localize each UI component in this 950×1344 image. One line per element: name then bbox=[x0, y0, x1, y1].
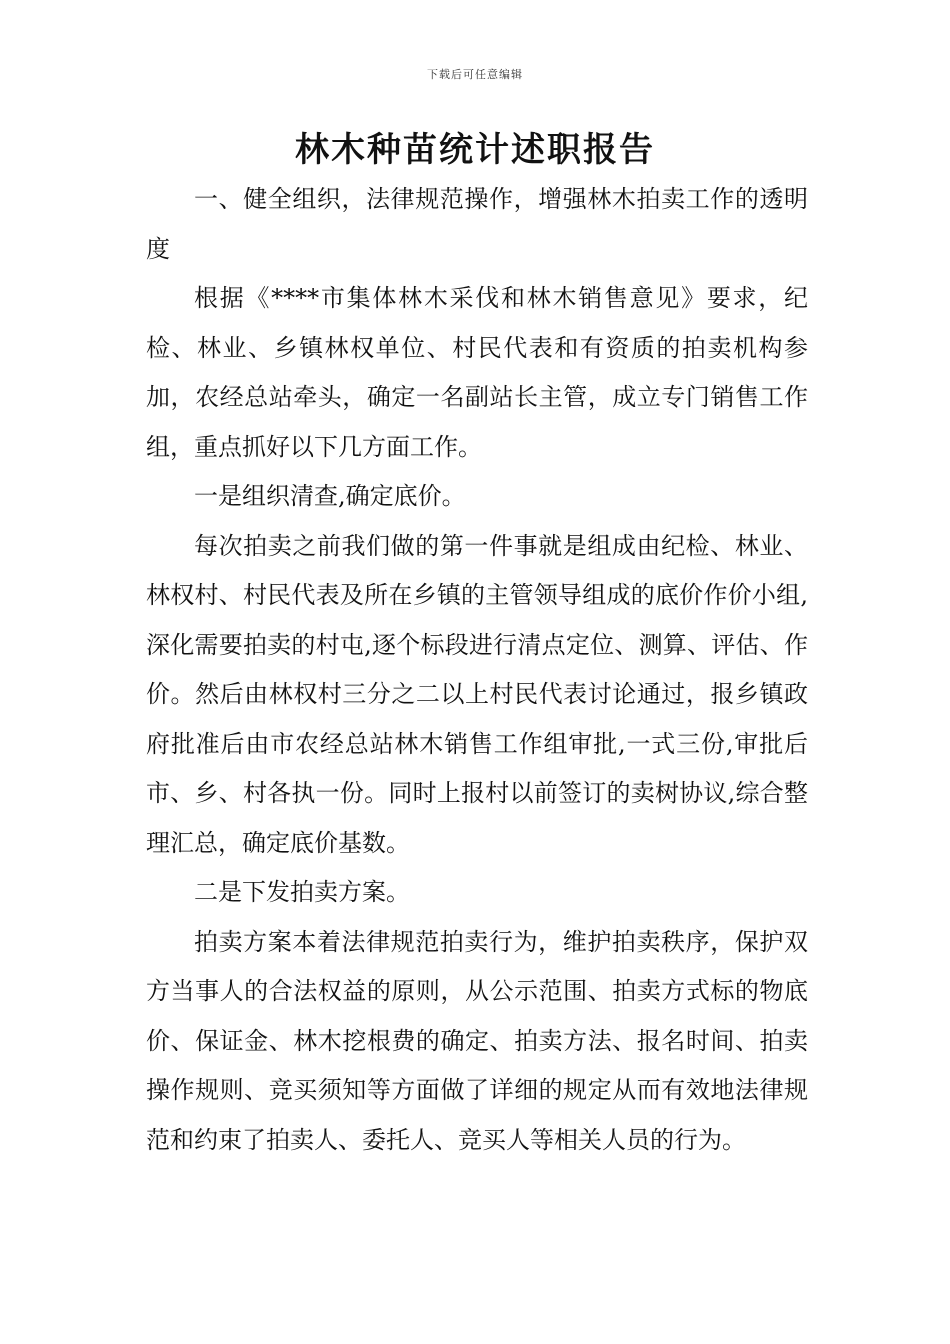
subsection-heading: 一是组织清查,确定底价。 bbox=[194, 482, 466, 510]
body-paragraph: 拍卖方案本着法律规范拍卖行为，维护拍卖秩序，保护双方当事人的合法权益的原则，从公示范围、拍卖方式标的物底价、保证金、林木挖根费的确定、拍卖方法、报名时间、拍卖操作规则、竞买须知等方面做了详细的规定从而有效地法律规范和约束了拍卖人、委托人、竞买人等相关人员的行为。 bbox=[146, 927, 808, 1154]
header-note: 下载后可任意编辑 bbox=[427, 68, 523, 81]
subsection-heading: 二是下发拍卖方案。 bbox=[194, 878, 410, 906]
section-heading: 一、健全组织，法律规范操作，增强林木拍卖工作的透明度 bbox=[146, 185, 808, 263]
document-body bbox=[146, 175, 808, 1165]
document-title: 林木种苗统计述职报告 bbox=[295, 130, 655, 170]
body-paragraph: 每次拍卖之前我们做的第一件事就是组成由纪检、林业、林权村、村民代表及所在乡镇的主管领导组成的底价作价小组,深化需要拍卖的村屯,逐个标段进行清点定位、测算、评估、作价。然后由林权村三分之二以上村民代表讨论通过，报乡镇政府批准后由市农经总站林木销售工作组审批,一式三份,审批后市、乡、村各执一份。同时上报村以前签订的卖树协议,综合整理汇总，确定底价基数。 bbox=[146, 531, 808, 857]
body-paragraph: 根据《****市集体林木采伐和林木销售意见》要求，纪检、林业、乡镇林权单位、村民代表和有资质的拍卖机构参加，农经总站牵头，确定一名副站长主管，成立专门销售工作组，重点抓好以下几方面工作。 bbox=[146, 284, 808, 461]
